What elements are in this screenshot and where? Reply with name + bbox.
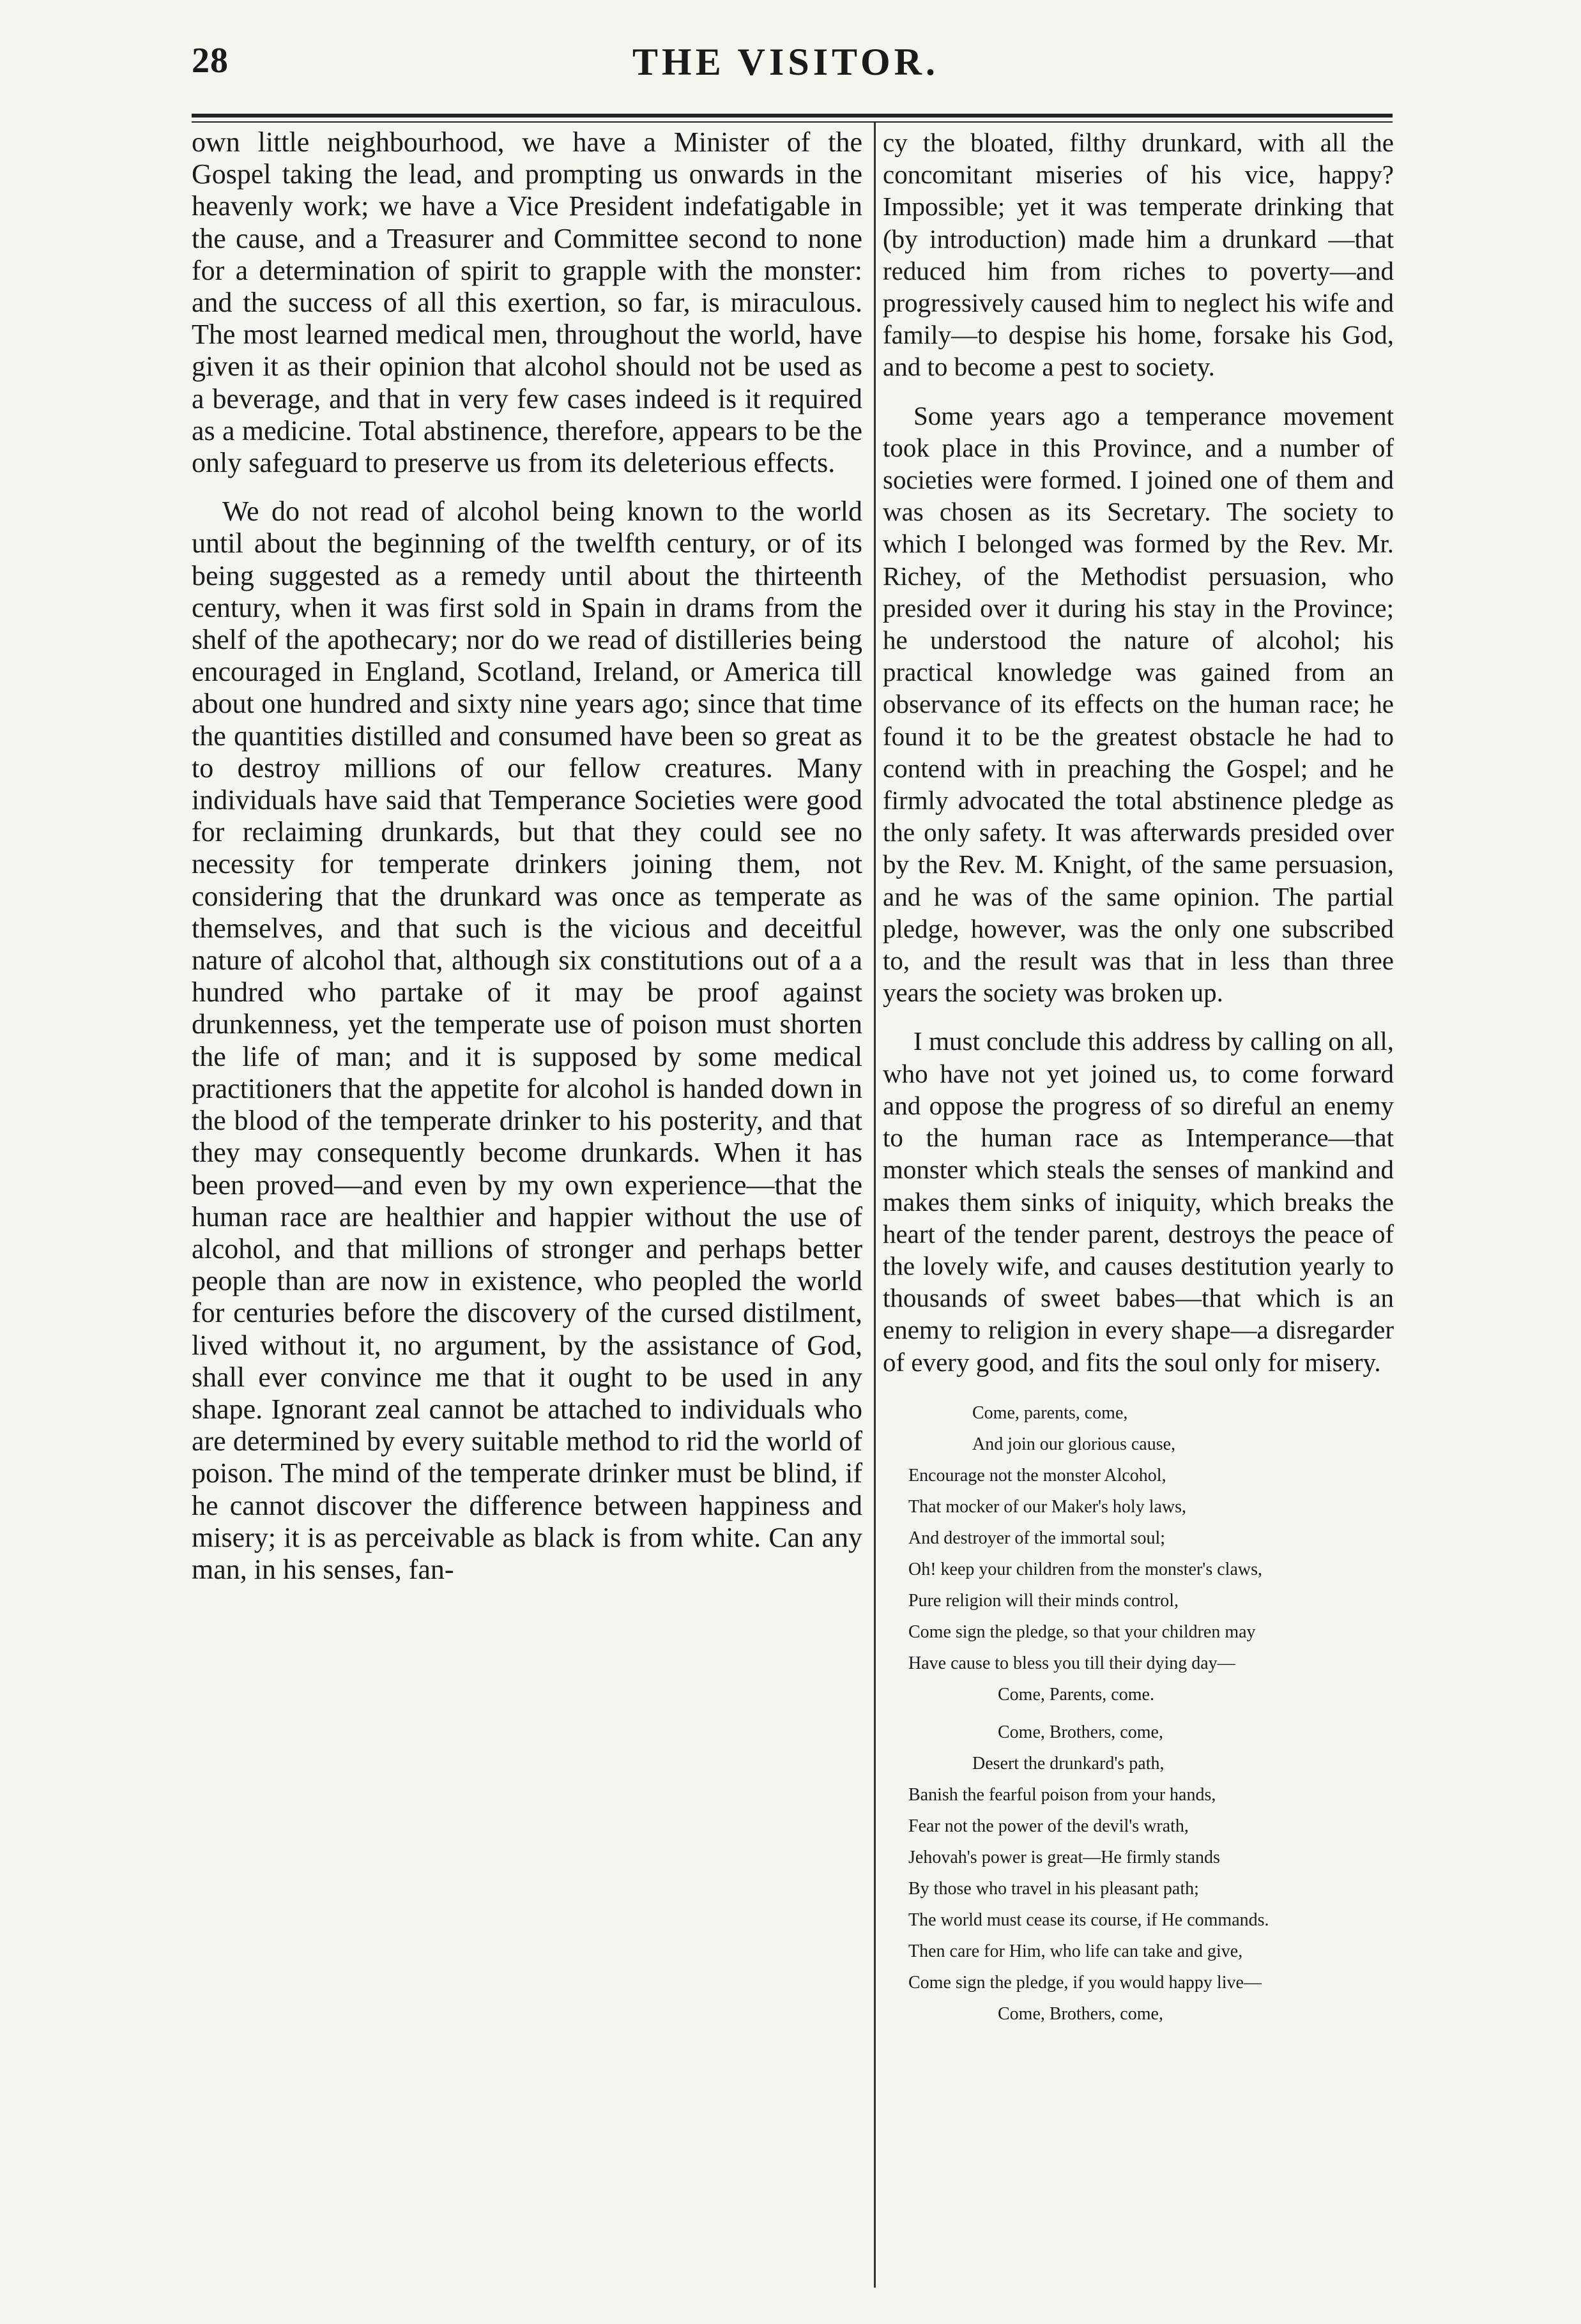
poem-line: Pure religion will their minds control, [908, 1590, 1179, 1611]
poem [908, 1397, 1394, 2030]
paragraph: Some years ago a temperance movement took place in this Province, and a number of societies were formed. I joined one of them and was chosen as its Secretary. The society to which I belonged was formed by the Rev. Mr. Richey, of the Methodist persuasion, who presided over it during his stay in the Province; he understood the nature of alcohol; his practical knowledge was gained from an observance of its effects on the human race; he found it to be the greatest obstacle he had to contend with in preaching the Gospel; and he firmly advocated the total abstinence pledge as the only safety. It was afterwards presided over by the Rev. M. Knight, of the same persuasion, and he was of the same opinion. The partial pledge, however, was the only one subscribed to, and the result was that in less than three years the society was broken up. [883, 400, 1394, 1008]
poem-line: Come, Brothers, come, [998, 2003, 1163, 2024]
poem-line: Encourage not the monster Alcohol, [908, 1465, 1166, 1485]
poem-line: Come, parents, come, [972, 1402, 1128, 1423]
paragraph: We do not read of alcohol being known to the world until about the beginning of the twelfth century, or of its being suggested as a remedy until about the thirteenth century, when it was first sold in Spain in drams from the shelf of the apothecary; nor do we read of distilleries being encouraged in England, Scotland, Ireland, or America till about one hundred and sixty nine years ago; since that time the quantities distilled and consumed have been so great as to destroy millions of our fellow creatures. Many individuals have said that Temperance Societies were good for reclaiming drunkards, but that they could see no necessity for temperate drinkers joining them, not considering that the drunkard was once as temperate as themselves, and that such is the vicious and deceitful nature of alcohol that, although six constitutions out of a a hundred who partake of it may be proof against drunkenness, yet the temperate use of poison must shorten the life of man; and it is supposed by some medical practitioners that the appetite for alcohol is handed down in the blood of the temperate drinker to his posterity, and that they may consequently become drunkards. When it has been proved—and even by my own experience—that the human race are healthier and happier without the use of alcohol, and that millions of stronger and perhaps better people than are now in existence, who peopled the world for centuries before the discovery of the cursed distilment, lived without it, no argument, by the assistance of God, shall ever convince me that it ought to be used in any shape. Ignorant zeal cannot be attached to individuals who are determined by every suitable method to rid the world of poison. The mind of the temperate drinker must be blind, if he cannot discover the difference between happiness and misery; it is as perceivable as black is from white. Can any man, in his senses, fan- [192, 496, 862, 1585]
header-rule-thick [192, 114, 1393, 118]
poem-line: Come, Brothers, come, [998, 1722, 1163, 1742]
poem-line: The world must cease its course, if He commands. [908, 1910, 1269, 1930]
paragraph: I must conclude this address by calling on all, who have not yet joined us, to come forward and oppose the progress of so direful an enemy to the human race as Intemperance—that monster which steals the senses of mankind and makes them sinks of iniquity, which breaks the heart of the tender parent, destroys the peace of the lovely wife, and causes destitution yearly to thousands of sweet babes—that which is an enemy to religion in every shape—a disregarder of every good, and fits the soul only for misery. [883, 1026, 1394, 1377]
page-header [192, 35, 1380, 99]
poem-line: Come sign the pledge, if you would happy live— [908, 1972, 1262, 1993]
poem-stanza [908, 1717, 1394, 2030]
right-column-paragraphs [883, 126, 1394, 1378]
page-number: 28 [192, 41, 229, 80]
poem-line: Then care for Him, who life can take and give, [908, 1941, 1243, 1961]
poem-line: Fear not the power of the devil's wrath, [908, 1816, 1189, 1836]
poem-line: Jehovah's power is great—He firmly stands [908, 1847, 1220, 1867]
poem-line: Come sign the pledge, so that your children may [908, 1621, 1256, 1642]
left-column [192, 126, 862, 1586]
paragraph: own little neighbourhood, we have a Minister of the Gospel taking the lead, and prompting us onwards in the heavenly work; we have a Vice President indefatigable in the cause, and a Treasurer and Committee second to none for a determination of spirit to grapple with the monster: and the success of all this exertion, so far, is miraculous. The most learned medical men, throughout the world, have given it as their opinion that alcohol should not be used as a beverage, and that in very few cases indeed is it required as a medicine. Total abstinence, therefore, appears to be the only safeguard to preserve us from its deleterious effects. [192, 126, 862, 479]
right-column [883, 126, 1394, 2036]
poem-line: Banish the fearful poison from your hands, [908, 1784, 1216, 1805]
journal-title: THE VISITOR. [632, 41, 939, 83]
poem-line: And destroyer of the immortal soul; [908, 1528, 1166, 1548]
poem-line: Oh! keep your children from the monster's claws, [908, 1559, 1262, 1579]
poem-line: Have cause to bless you till their dying day— [908, 1653, 1235, 1673]
paragraph: cy the bloated, filthy drunkard, with all the concomitant miseries of his vice, happy? Impossible; yet it was temperate drinking that (by introduction) made him a drunkard —that reduced him from riches to poverty—and progressively caused him to neglect his wife and family—to despise his home, forsake his God, and to become a pest to society. [883, 128, 1394, 382]
poem-line: That mocker of our Maker's holy laws, [908, 1496, 1187, 1517]
column-divider [874, 123, 876, 2288]
poem-line: And join our glorious cause, [972, 1434, 1176, 1454]
poem-stanza [908, 1397, 1394, 1710]
poem-line: Come, Parents, come. [998, 1684, 1154, 1705]
header-rule-thin [192, 121, 1393, 123]
poem-line: By those who travel in his pleasant path; [908, 1878, 1199, 1899]
poem-line: Desert the drunkard's path, [972, 1753, 1165, 1773]
